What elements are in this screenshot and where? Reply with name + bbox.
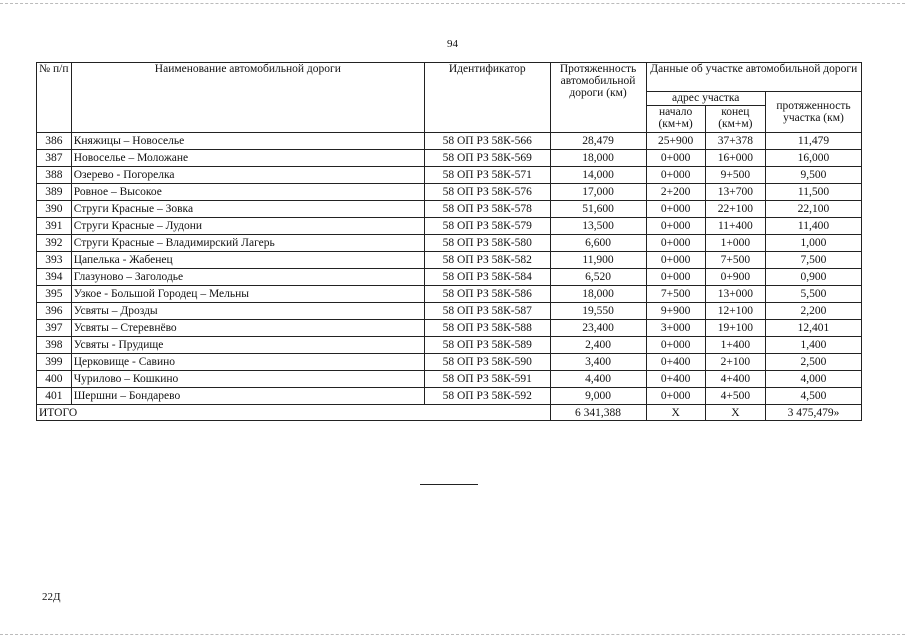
- row-start: 0+400: [646, 354, 705, 371]
- row-end: 19+100: [705, 320, 765, 337]
- row-start: 25+900: [646, 133, 705, 150]
- row-num: 394: [37, 269, 72, 286]
- page-number: 94: [447, 38, 458, 50]
- total-row: [37, 405, 862, 421]
- table-row: [37, 320, 862, 337]
- row-road-name: Усвяты - Прудище: [71, 337, 424, 354]
- row-identifier: 58 ОП РЗ 58К-589: [424, 337, 550, 354]
- row-end: 2+100: [705, 354, 765, 371]
- row-num: 386: [37, 133, 72, 150]
- row-start: 0+000: [646, 201, 705, 218]
- row-road-length: 51,600: [550, 201, 646, 218]
- row-road-name: Ровное – Высокое: [71, 184, 424, 201]
- row-identifier: 58 ОП РЗ 58К-571: [424, 167, 550, 184]
- row-section-length: 16,000: [765, 150, 861, 167]
- row-road-name: Струги Красные – Зовка: [71, 201, 424, 218]
- row-section-length: 11,500: [765, 184, 861, 201]
- row-section-length: 11,479: [765, 133, 861, 150]
- separator-line: [420, 484, 478, 485]
- table-row: [37, 303, 862, 320]
- header-row-1: [37, 63, 862, 92]
- row-road-length: 14,000: [550, 167, 646, 184]
- row-road-length: 23,400: [550, 320, 646, 337]
- row-end: 16+000: [705, 150, 765, 167]
- row-start: 0+000: [646, 269, 705, 286]
- row-num: 396: [37, 303, 72, 320]
- row-start: 3+000: [646, 320, 705, 337]
- total-start: Х: [646, 405, 705, 421]
- roads-table: [36, 62, 862, 421]
- header-section-data: Данные об участке автомобильной дороги: [646, 63, 861, 92]
- row-road-name: Шершни – Бондарево: [71, 388, 424, 405]
- row-num: 398: [37, 337, 72, 354]
- row-identifier: 58 ОП РЗ 58К-586: [424, 286, 550, 303]
- row-road-length: 2,400: [550, 337, 646, 354]
- row-end: 13+700: [705, 184, 765, 201]
- header-section-length: протяженность участка (км): [765, 92, 861, 133]
- footer-code: 22Д: [42, 591, 61, 603]
- row-identifier: 58 ОП РЗ 58К-588: [424, 320, 550, 337]
- header-identifier: Идентификатор: [424, 63, 550, 133]
- top-scan-border: [0, 3, 905, 4]
- row-end: 12+100: [705, 303, 765, 320]
- row-road-name: Новоселье – Моложане: [71, 150, 424, 167]
- row-section-length: 9,500: [765, 167, 861, 184]
- row-num: 401: [37, 388, 72, 405]
- row-road-length: 9,000: [550, 388, 646, 405]
- row-end: 7+500: [705, 252, 765, 269]
- row-start: 2+200: [646, 184, 705, 201]
- row-start: 0+400: [646, 371, 705, 388]
- row-section-length: 4,000: [765, 371, 861, 388]
- row-road-length: 13,500: [550, 218, 646, 235]
- row-road-name: Узкое - Большой Городец – Мельны: [71, 286, 424, 303]
- row-road-name: Чурилово – Кошкино: [71, 371, 424, 388]
- row-section-length: 0,900: [765, 269, 861, 286]
- row-road-name: Усвяты – Стеревнёво: [71, 320, 424, 337]
- table-row: [37, 337, 862, 354]
- row-section-length: 11,400: [765, 218, 861, 235]
- row-road-name: Струги Красные – Лудони: [71, 218, 424, 235]
- header-address: адрес участка: [646, 92, 765, 106]
- table-row: [37, 184, 862, 201]
- row-road-name: Струги Красные – Владимирский Лагерь: [71, 235, 424, 252]
- row-section-length: 12,401: [765, 320, 861, 337]
- row-identifier: 58 ОП РЗ 58К-578: [424, 201, 550, 218]
- table-row: [37, 133, 862, 150]
- row-num: 388: [37, 167, 72, 184]
- row-identifier: 58 ОП РЗ 58К-582: [424, 252, 550, 269]
- row-num: 387: [37, 150, 72, 167]
- row-identifier: 58 ОП РЗ 58К-579: [424, 218, 550, 235]
- table-body: [37, 133, 862, 405]
- row-start: 0+000: [646, 218, 705, 235]
- row-num: 389: [37, 184, 72, 201]
- row-road-length: 17,000: [550, 184, 646, 201]
- table-row: [37, 388, 862, 405]
- total-end: Х: [705, 405, 765, 421]
- row-num: 393: [37, 252, 72, 269]
- row-end: 22+100: [705, 201, 765, 218]
- row-road-length: 6,520: [550, 269, 646, 286]
- row-identifier: 58 ОП РЗ 58К-580: [424, 235, 550, 252]
- row-end: 13+000: [705, 286, 765, 303]
- row-identifier: 58 ОП РЗ 58К-592: [424, 388, 550, 405]
- table-row: [37, 235, 862, 252]
- header-start: начало (км+м): [646, 106, 705, 133]
- row-end: 9+500: [705, 167, 765, 184]
- row-start: 7+500: [646, 286, 705, 303]
- row-road-length: 18,000: [550, 150, 646, 167]
- row-start: 0+000: [646, 252, 705, 269]
- header-end: конец (км+м): [705, 106, 765, 133]
- row-section-length: 2,500: [765, 354, 861, 371]
- row-road-name: Цапелька - Жабенец: [71, 252, 424, 269]
- header-road-name: Наименование автомобильной дороги: [71, 63, 424, 133]
- row-start: 9+900: [646, 303, 705, 320]
- row-end: 1+000: [705, 235, 765, 252]
- row-num: 399: [37, 354, 72, 371]
- table-row: [37, 371, 862, 388]
- row-section-length: 22,100: [765, 201, 861, 218]
- row-identifier: 58 ОП РЗ 58К-591: [424, 371, 550, 388]
- row-identifier: 58 ОП РЗ 58К-584: [424, 269, 550, 286]
- row-road-length: 18,000: [550, 286, 646, 303]
- row-start: 0+000: [646, 337, 705, 354]
- row-num: 397: [37, 320, 72, 337]
- table-row: [37, 286, 862, 303]
- row-identifier: 58 ОП РЗ 58К-587: [424, 303, 550, 320]
- row-end: 4+500: [705, 388, 765, 405]
- total-label: ИТОГО: [37, 405, 551, 421]
- row-road-name: Озерево - Погорелка: [71, 167, 424, 184]
- bottom-scan-border: [0, 634, 905, 635]
- row-road-length: 4,400: [550, 371, 646, 388]
- row-identifier: 58 ОП РЗ 58К-566: [424, 133, 550, 150]
- row-road-name: Усвяты – Дрозды: [71, 303, 424, 320]
- row-section-length: 5,500: [765, 286, 861, 303]
- row-num: 390: [37, 201, 72, 218]
- row-road-length: 28,479: [550, 133, 646, 150]
- row-road-length: 11,900: [550, 252, 646, 269]
- row-road-length: 6,600: [550, 235, 646, 252]
- row-road-length: 3,400: [550, 354, 646, 371]
- row-section-length: 1,000: [765, 235, 861, 252]
- table-row: [37, 252, 862, 269]
- row-end: 11+400: [705, 218, 765, 235]
- row-road-name: Церковище - Савино: [71, 354, 424, 371]
- row-num: 391: [37, 218, 72, 235]
- total-length: 6 341,388: [550, 405, 646, 421]
- row-road-name: Глазуново – Заголодье: [71, 269, 424, 286]
- row-end: 1+400: [705, 337, 765, 354]
- table-row: [37, 218, 862, 235]
- row-identifier: 58 ОП РЗ 58К-576: [424, 184, 550, 201]
- row-section-length: 7,500: [765, 252, 861, 269]
- row-num: 392: [37, 235, 72, 252]
- header-road-length: Протяженность автомобильной дороги (км): [550, 63, 646, 133]
- row-num: 400: [37, 371, 72, 388]
- row-start: 0+000: [646, 167, 705, 184]
- row-end: 0+900: [705, 269, 765, 286]
- row-identifier: 58 ОП РЗ 58К-569: [424, 150, 550, 167]
- row-identifier: 58 ОП РЗ 58К-590: [424, 354, 550, 371]
- total-section-length: 3 475,479»: [765, 405, 861, 421]
- table-row: [37, 201, 862, 218]
- row-section-length: 1,400: [765, 337, 861, 354]
- row-road-name: Княжицы – Новоселье: [71, 133, 424, 150]
- table-row: [37, 269, 862, 286]
- row-section-length: 2,200: [765, 303, 861, 320]
- row-num: 395: [37, 286, 72, 303]
- row-start: 0+000: [646, 235, 705, 252]
- table-row: [37, 354, 862, 371]
- row-end: 4+400: [705, 371, 765, 388]
- row-section-length: 4,500: [765, 388, 861, 405]
- row-start: 0+000: [646, 150, 705, 167]
- row-road-length: 19,550: [550, 303, 646, 320]
- row-start: 0+000: [646, 388, 705, 405]
- header-num: № п/п: [37, 63, 72, 133]
- table-row: [37, 150, 862, 167]
- row-end: 37+378: [705, 133, 765, 150]
- table-row: [37, 167, 862, 184]
